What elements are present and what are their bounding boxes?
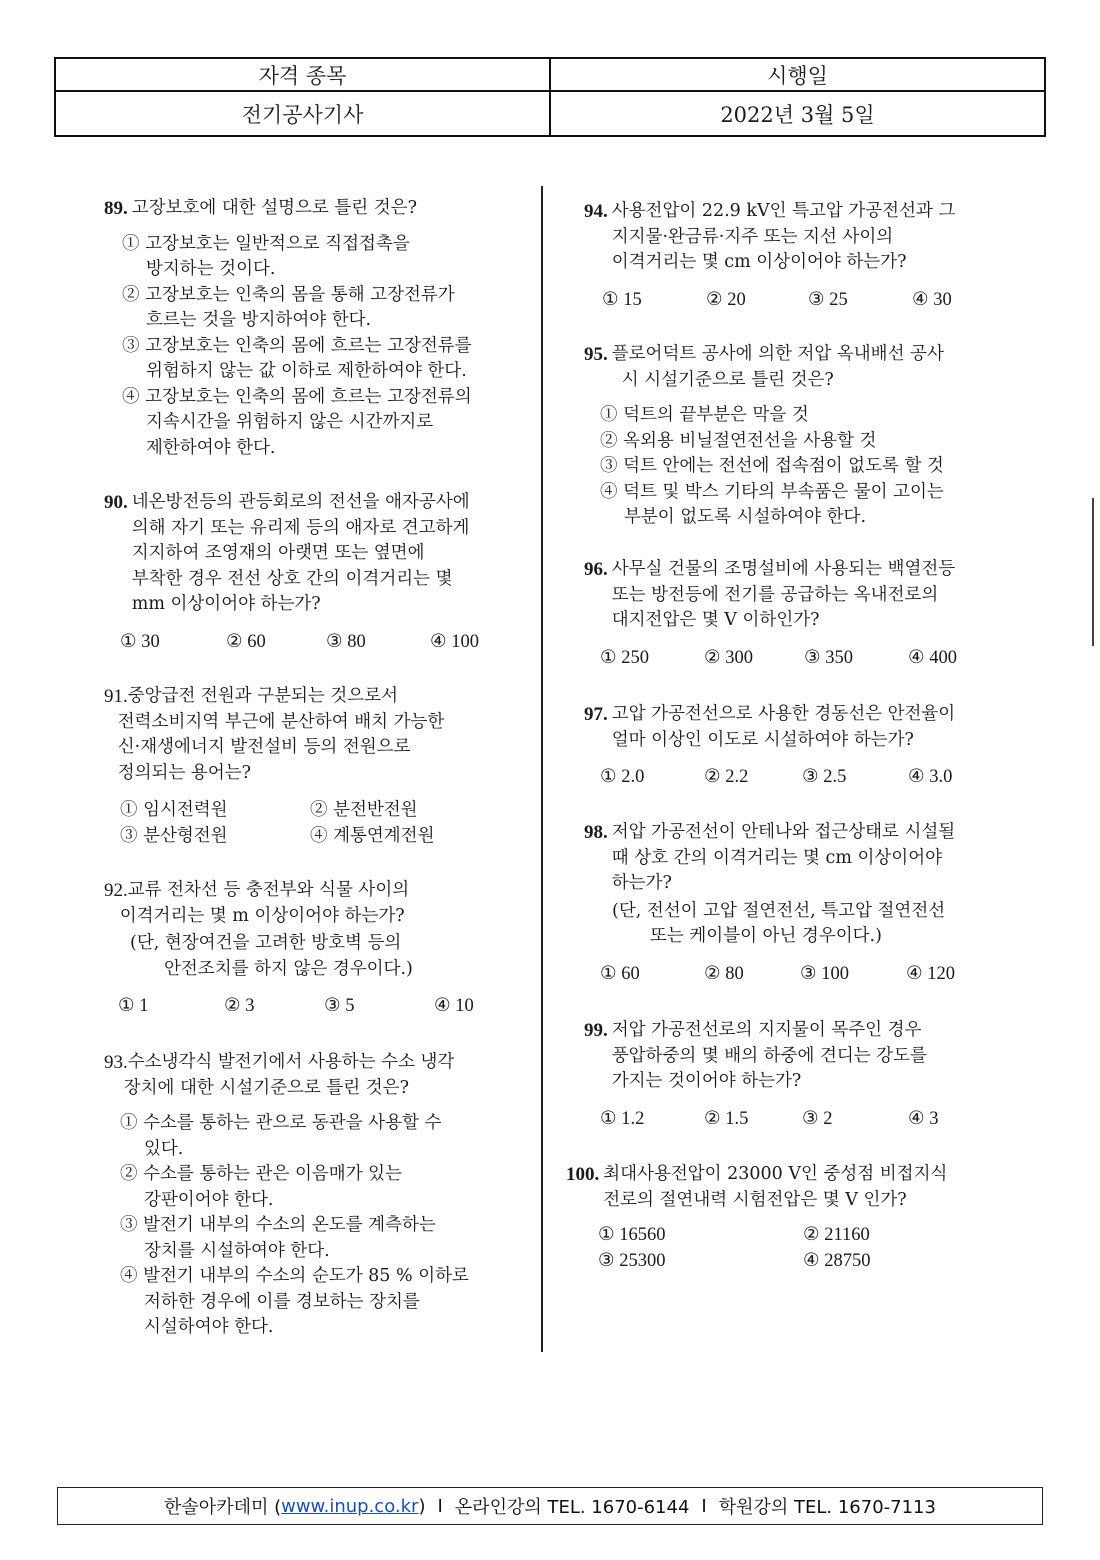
option-3[interactable]: ③ 350	[804, 647, 853, 668]
option-3[interactable]: ③ 2.5	[802, 767, 847, 787]
question-91	[104, 684, 534, 849]
option-2[interactable]: ② 20	[706, 289, 746, 310]
option-1[interactable]: ① 250	[600, 647, 649, 668]
option-4[interactable]: ④ 10	[434, 996, 474, 1016]
exam-header-table	[54, 57, 1046, 137]
answer-options	[600, 962, 1004, 988]
question-number: 95.	[584, 344, 608, 365]
question-number: 96.	[584, 559, 608, 580]
question-stem: 고장보호에 대한 설명으로 틀린 것은?	[131, 198, 417, 218]
option-1[interactable]: ① 2.0	[600, 767, 645, 787]
question-94	[584, 199, 1004, 313]
question-99	[584, 1018, 1004, 1132]
option-4[interactable]: ④ 100	[430, 631, 479, 652]
option-1[interactable]: ① 덕트의 끝부분은 막을 것	[600, 405, 809, 425]
question-stem: 저압 가공전선로의 지지물이 목주인 경우 풍압하중의 몇 배의 하중에 견디는 강도를 가지는 것이어야 하는가?	[611, 1020, 927, 1091]
answer-options	[600, 403, 1004, 531]
question-95	[584, 342, 1004, 531]
option-3[interactable]: ③ 80	[326, 631, 366, 652]
question-stem: 플로어덕트 공사에 의한 저압 옥내배선 공사 시 시설기준으로 틀린 것은?	[611, 344, 944, 390]
question-92	[104, 878, 534, 1020]
question-number: 90.	[104, 492, 128, 513]
option-1[interactable]: ① 1.2	[600, 1108, 645, 1129]
option-2[interactable]: ② 80	[704, 963, 744, 984]
answer-options	[120, 798, 500, 849]
header-subject-label: 자격 종목	[56, 59, 551, 92]
option-3[interactable]: ③ 2	[802, 1108, 833, 1129]
scan-edge-mark	[1092, 498, 1094, 646]
footer-separator: I	[701, 1495, 707, 1517]
footer-separator: I	[437, 1495, 443, 1517]
answer-options	[600, 1107, 1004, 1133]
column-divider	[541, 186, 543, 1352]
answer-options	[598, 1223, 1008, 1274]
question-96	[584, 557, 1004, 671]
option-2[interactable]: ② 60	[226, 631, 266, 652]
question-number: 94.	[584, 201, 608, 222]
option-3[interactable]: ③ 100	[800, 963, 849, 984]
option-4[interactable]: ④ 계통연계전원	[310, 825, 435, 846]
question-98	[584, 820, 1004, 987]
question-stem: 네온방전등의 관등회로의 전선을 애자공사에 의해 자기 또는 유리제 등의 애자로 견고하게 지지하여 조영재의 아랫면 또는 옆면에 부착한 경우 전선 상호 간의 이격거리는 몇 mm 이상이어야 하는가?	[131, 492, 470, 614]
option-3[interactable]: ③ 5	[324, 996, 355, 1016]
option-2[interactable]: ② 수소를 통하는 관은 이음매가 있는 강판이어야 한다.	[120, 1164, 402, 1210]
answer-options	[122, 232, 534, 462]
question-number: 99.	[584, 1020, 608, 1041]
option-3[interactable]: ③ 25	[808, 289, 848, 310]
answer-options	[600, 646, 1004, 672]
footer-offline-phone: 학원강의 TEL. 1670-7113	[718, 1497, 936, 1518]
footer-academy: 한솔아카데미 (	[164, 1497, 282, 1518]
option-4[interactable]: ④ 30	[912, 289, 952, 310]
footer-academy-close: )	[418, 1495, 426, 1517]
question-note: (단, 전선이 고압 절연전선, 특고압 절연전선 또는 케이블이 아닌 경우이다.)	[612, 900, 946, 946]
answer-options	[120, 630, 534, 656]
question-number: 100.	[566, 1164, 600, 1185]
option-3[interactable]: ③ 발전기 내부의 수소의 온도를 계측하는 장치를 시설하여야 한다.	[120, 1215, 436, 1261]
option-1[interactable]: ① 15	[602, 289, 642, 310]
option-1[interactable]: ① 고장보호는 일반적으로 직접접촉을 방지하는 것이다.	[122, 233, 410, 279]
option-2[interactable]: ② 고장보호는 인축의 몸을 통해 고장전류가 흐르는 것을 방지하여야 한다.	[122, 284, 455, 330]
option-1[interactable]: ① 30	[120, 631, 160, 652]
option-3[interactable]: ③ 25300	[598, 1250, 666, 1271]
question-stem: 중앙급전 전원과 구분되는 것으로서 전력소비지역 부근에 분산하여 배치 가능한 신·재생에너지 발전설비 등의 전원으로 정의되는 용어는?	[117, 686, 445, 783]
question-number: 89.	[104, 198, 128, 219]
question-97	[584, 702, 1004, 791]
question-number: 91.	[104, 686, 128, 707]
option-4[interactable]: ④ 고장보호는 인축의 몸에 흐르는 고장전류의 지속시간을 위험하지 않은 시간까지로 제한하여야 한다.	[122, 386, 472, 458]
option-4[interactable]: ④ 덕트 및 박스 기타의 부속품은 물이 고이는 부분이 없도록 시설하여야 한다.	[600, 481, 944, 527]
question-note: (단, 현장여건을 고려한 방호벽 등의 안전조치를 하지 않은 경우이다.)	[130, 933, 413, 979]
option-1[interactable]: ① 60	[600, 963, 640, 984]
question-stem: 고압 가공전선으로 사용한 경동선은 안전율이 얼마 이상인 이도로 시설하여야 하는가?	[611, 704, 956, 750]
option-2[interactable]: ② 옥외용 비닐절연전선을 사용할 것	[600, 430, 877, 451]
option-1[interactable]: ① 16560	[598, 1225, 666, 1245]
option-4[interactable]: ④ 3	[908, 1108, 939, 1129]
option-4[interactable]: ④ 3.0	[908, 767, 953, 787]
question-stem: 최대사용전압이 23000 V인 중성점 비접지식 전로의 절연내력 시험전압은 몇 V 인가?	[603, 1164, 948, 1210]
option-2[interactable]: ② 21160	[803, 1225, 870, 1245]
question-number: 98.	[584, 822, 608, 843]
question-number: 97.	[584, 704, 608, 725]
question-stem: 저압 가공전선이 안테나와 접근상태로 시설될 때 상호 간의 이격거리는 몇 cm 이상이어야 하는가?	[611, 822, 956, 893]
option-2[interactable]: ② 분전반전원	[310, 800, 418, 820]
question-90	[104, 490, 534, 655]
option-2[interactable]: ② 2.2	[704, 767, 749, 787]
option-4[interactable]: ④ 400	[908, 647, 957, 668]
option-1[interactable]: ① 수소를 통하는 관으로 동관을 사용할 수 있다.	[120, 1113, 442, 1159]
answer-options	[118, 994, 534, 1020]
question-stem: 교류 전차선 등 충전부와 식물 사이의 이격거리는 몇 m 이상이어야 하는가?	[119, 880, 410, 926]
question-100	[566, 1162, 1006, 1274]
footer-contact-bar	[57, 1487, 1043, 1525]
question-stem: 사용전압이 22.9 kV인 특고압 가공전선과 그 지지물·완금류·지주 또는 지선 사이의 이격거리는 몇 cm 이상이어야 하는가?	[611, 201, 956, 272]
footer-online-phone: 온라인강의 TEL. 1670-6144	[454, 1497, 690, 1518]
question-stem: 사무실 건물의 조명설비에 사용되는 백열전등 또는 방전등에 전기를 공급하는 옥내전로의 대지전압은 몇 V 이하인가?	[611, 559, 956, 630]
option-4[interactable]: ④ 120	[906, 963, 955, 984]
question-number: 93.	[104, 1052, 128, 1073]
option-3[interactable]: ③ 덕트 안에는 전선에 접속점이 없도록 할 것	[600, 456, 944, 476]
footer-website-link[interactable]: www.inup.co.kr	[281, 1495, 419, 1517]
answer-options	[600, 765, 1004, 791]
question-number: 92.	[104, 880, 128, 901]
answer-options	[120, 1111, 534, 1341]
header-subject-value: 전기공사기사	[56, 92, 551, 135]
option-1[interactable]: ① 임시전력원	[120, 800, 228, 820]
question-stem: 수소냉각식 발전기에서 사용하는 수소 냉각 장치에 대한 시설기준으로 틀린 것은?	[123, 1052, 455, 1098]
option-2[interactable]: ② 300	[704, 647, 753, 668]
question-93	[104, 1050, 534, 1341]
option-4[interactable]: ④ 발전기 내부의 수소의 순도가 85 % 이하로 저하한 경우에 이를 경보하는 장치를 시설하여야 한다.	[120, 1266, 469, 1337]
option-3[interactable]: ③ 분산형전원	[120, 825, 228, 846]
answer-options	[602, 288, 1004, 314]
option-2[interactable]: ② 1.5	[704, 1108, 749, 1129]
option-3[interactable]: ③ 고장보호는 인축의 몸에 흐르는 고장전류를 위험하지 않는 값 이하로 제한하여야 한다.	[122, 335, 472, 381]
header-date-label: 시행일	[551, 59, 1044, 92]
header-date-value: 2022년 3월 5일	[720, 102, 875, 127]
option-1[interactable]: ① 1	[118, 996, 149, 1016]
option-4[interactable]: ④ 28750	[803, 1250, 871, 1271]
option-2[interactable]: ② 3	[224, 996, 255, 1016]
question-89	[104, 196, 534, 461]
